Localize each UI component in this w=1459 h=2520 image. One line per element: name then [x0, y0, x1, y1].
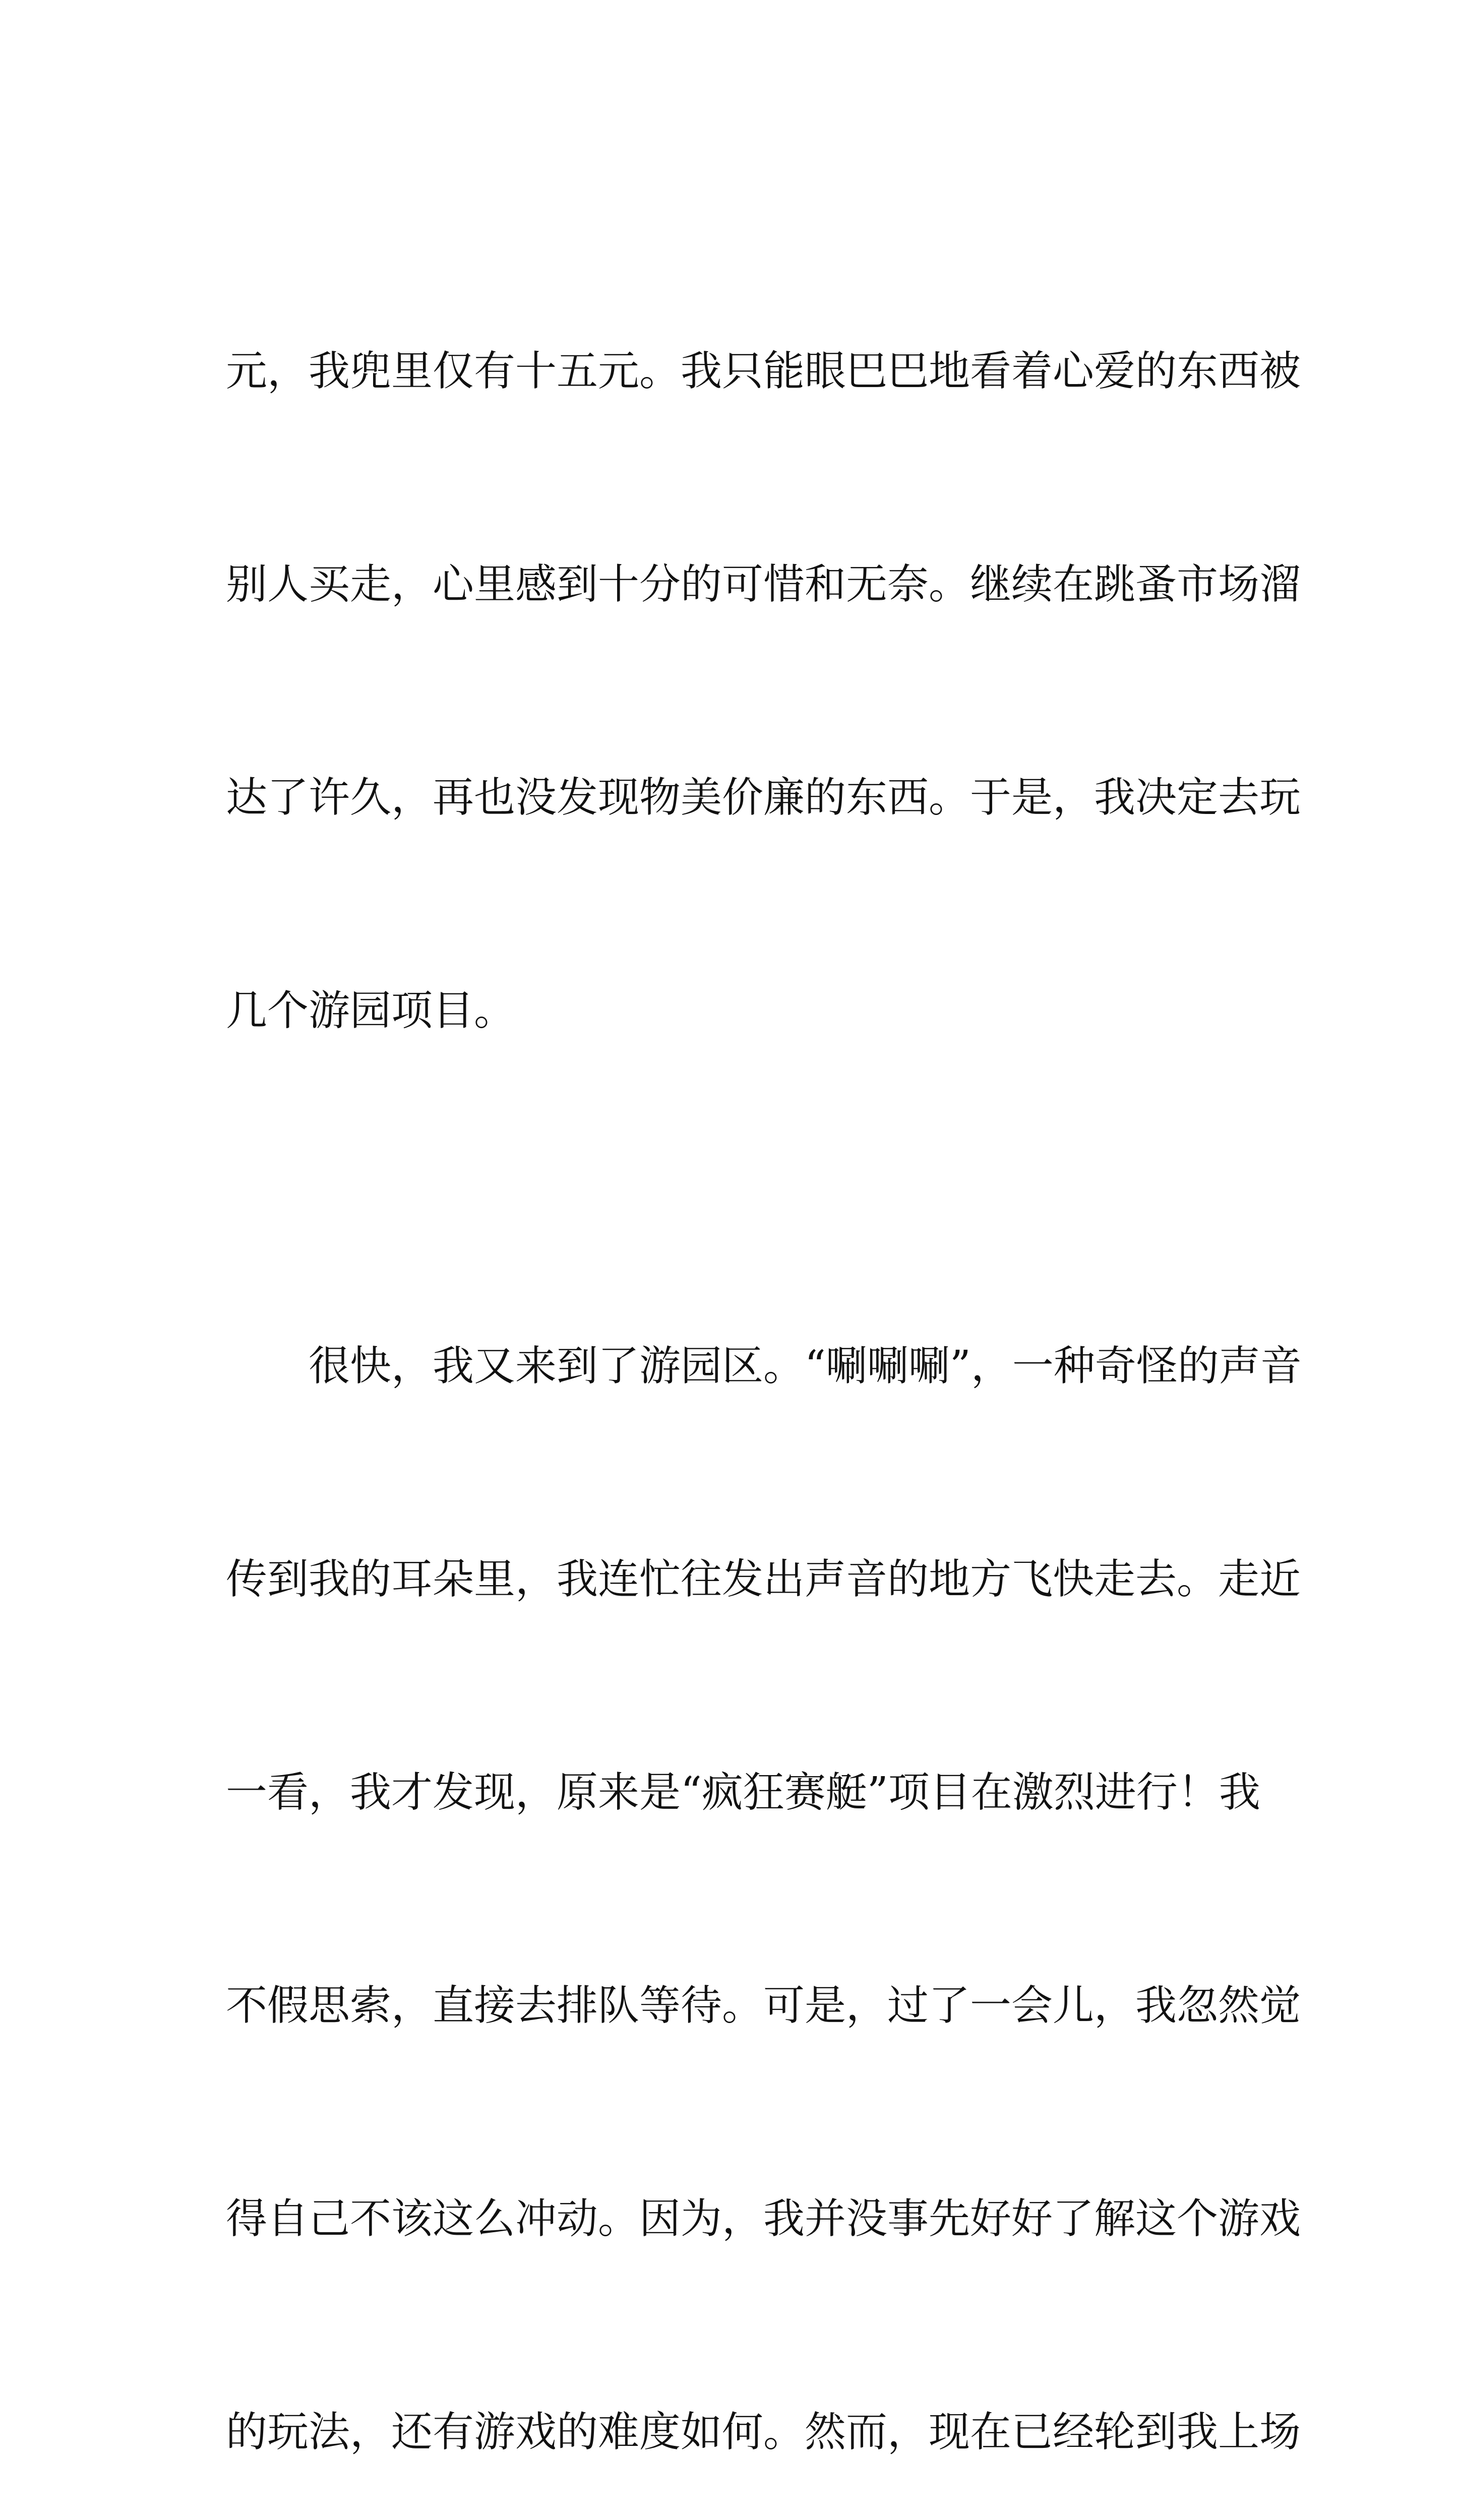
body-text	[226, 194, 1302, 2520]
text-line: 不假思索，直接去排队等待。可是，过了一会儿，我忽然觉	[226, 1982, 1301, 2030]
text-line: 很快，我又来到了游园区。“唰唰唰”，一种奇怪的声音	[226, 1342, 1302, 1390]
text-line: 达了许久，再也没发现物美价廉的东西。于是，我决定去玩	[226, 774, 1301, 822]
text-line: 一看，我才发现，原来是“疯狂赛艇”项目在激烈进行！我	[226, 1769, 1260, 1816]
text-line: 几个游园项目。	[226, 987, 516, 1035]
text-line: 元，我兜里仅有十五元。我只能眼巴巴地看着心爱的东西被	[226, 347, 1301, 395]
text-line: 传到我的耳朵里，我连忙往发出声音的地方飞快走去。走近	[226, 1555, 1301, 1603]
text-line: 得自己不该这么冲动。因为，我并没事先好好了解这个游戏	[226, 2195, 1301, 2243]
paragraph-1	[226, 194, 1301, 1188]
text-line: 的玩法，还有游戏的难度如何。然而，现在已经轮到我上场	[226, 2408, 1301, 2456]
text-line: 别人买走，心里感到十分的可惜和无奈。继续在跳蚤市场溜	[226, 560, 1301, 608]
paragraph-2	[226, 1188, 1302, 2520]
